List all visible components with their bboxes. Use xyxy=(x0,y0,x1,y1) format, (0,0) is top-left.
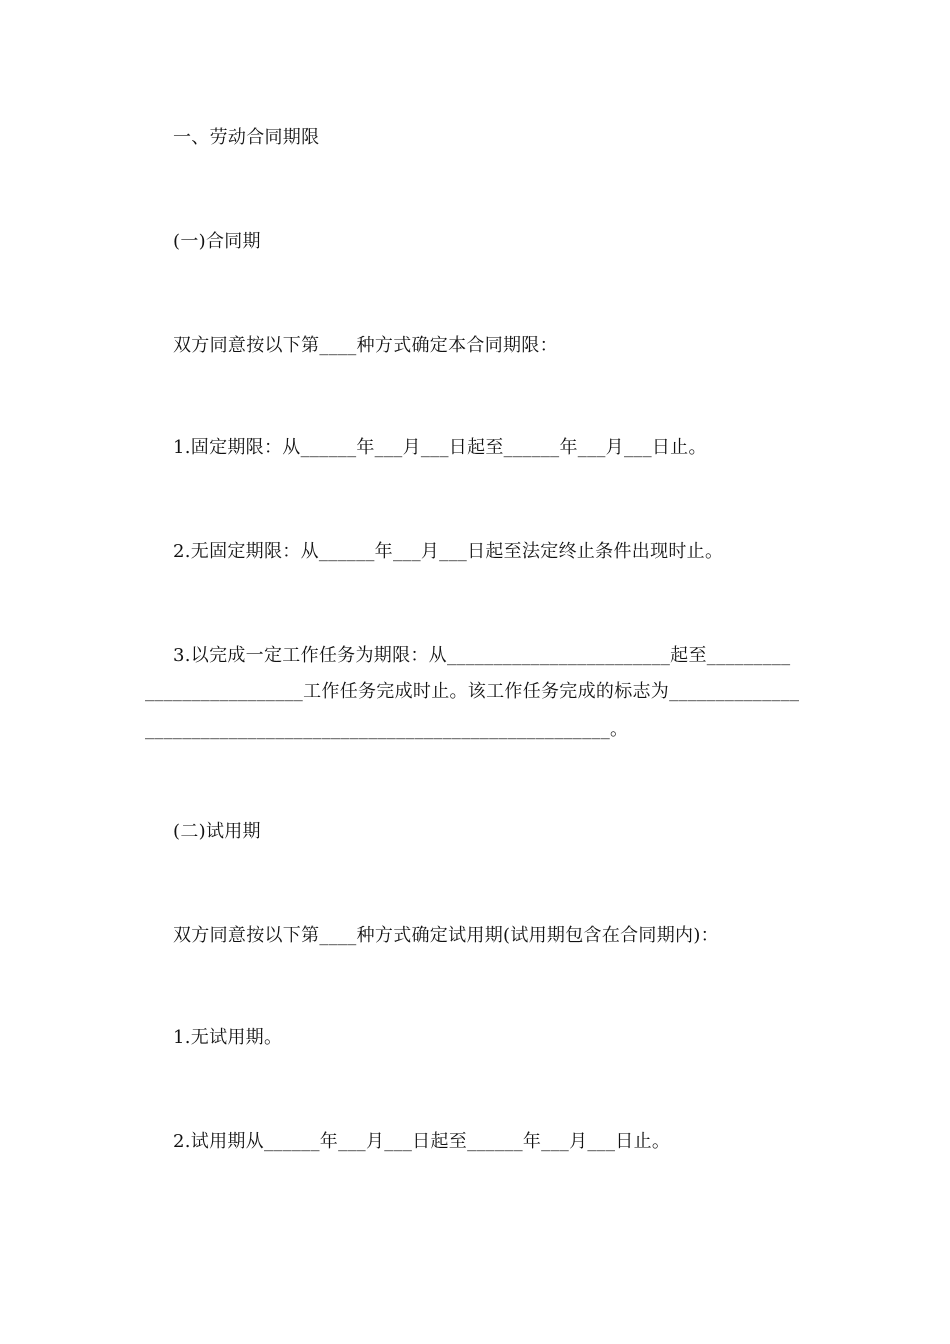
task-based-term-clause-line-2: _________________工作任务完成时止。该工作任务完成的标志为______________ xyxy=(145,681,800,702)
contract-term-intro: 双方同意按以下第____种方式确定本合同期限： xyxy=(173,335,558,356)
subsection-heading-contract-term: (一)合同期 xyxy=(173,231,261,252)
probation-intro: 双方同意按以下第____种方式确定试用期(试用期包含在合同期内)： xyxy=(173,925,719,946)
task-based-term-clause-line-1: 3.以完成一定工作任务为期限：从________________________起至_________ xyxy=(173,645,791,666)
probation-period-clause: 2.试用期从______年___月___日起至______年___月___日止。 xyxy=(173,1131,671,1152)
fixed-term-clause: 1.固定期限：从______年___月___日起至______年___月___日止。 xyxy=(173,437,707,458)
section-title: 一、劳动合同期限 xyxy=(173,127,320,148)
subsection-heading-probation: (二)试用期 xyxy=(173,821,261,842)
no-probation-clause: 1.无试用期。 xyxy=(173,1027,283,1048)
task-based-term-clause-line-3: __________________________________________________。 xyxy=(145,719,629,740)
open-ended-term-clause: 2.无固定期限：从______年___月___日起至法定终止条件出现时止。 xyxy=(173,541,724,562)
